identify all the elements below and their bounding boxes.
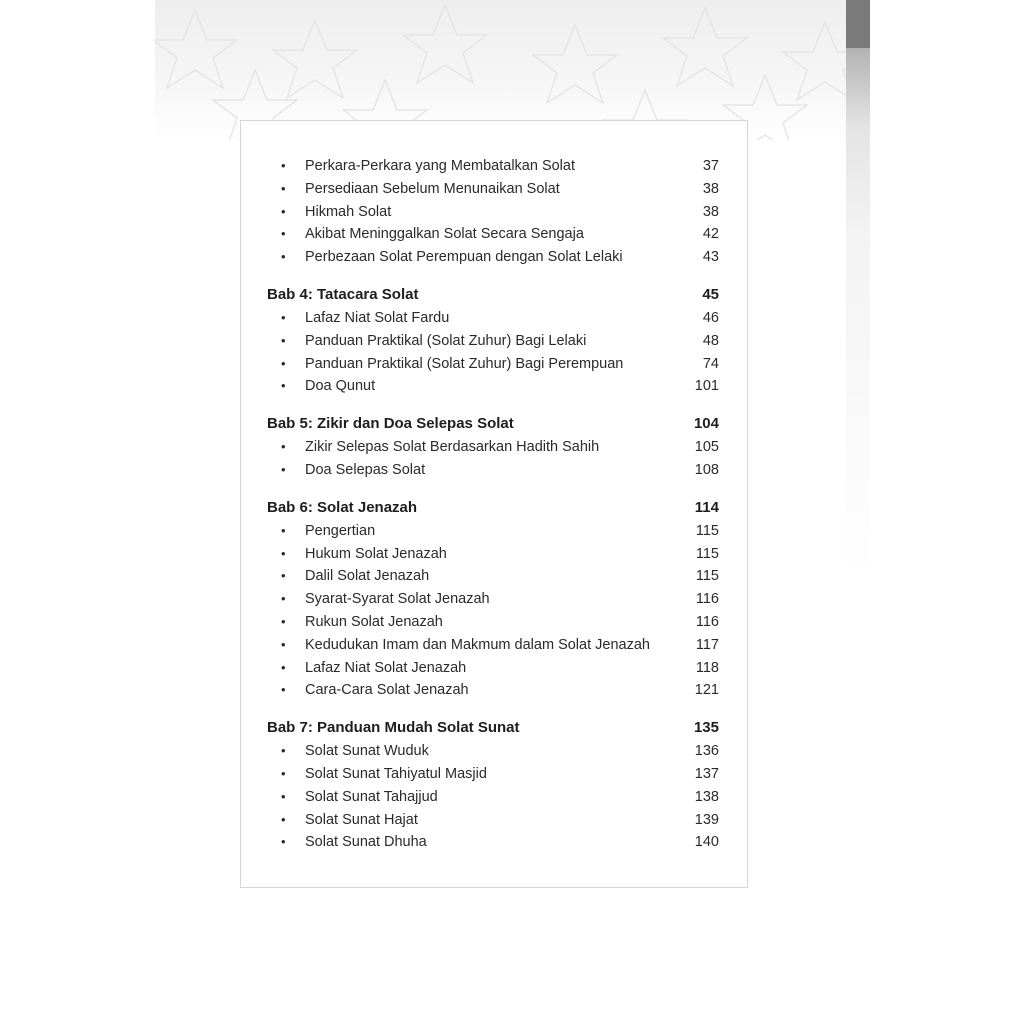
toc-entry-page: 136	[694, 743, 719, 760]
toc-entry[interactable]	[267, 588, 719, 611]
toc-entry[interactable]	[267, 223, 719, 246]
toc-entry-page: 116	[695, 591, 719, 608]
toc-entry-title: Solat Sunat Hajat	[305, 811, 418, 828]
toc-entry-title: Akibat Meninggalkan Solat Secara Sengaja	[305, 226, 584, 243]
toc-entry-title: Perbezaan Solat Perempuan dengan Solat Lelaki	[305, 249, 623, 266]
bullet-icon: •	[281, 461, 286, 477]
toc-entry-page: 138	[694, 788, 719, 805]
bullet-icon: •	[281, 226, 286, 242]
toc-entry-title: Panduan Praktikal (Solat Zuhur) Bagi Lelaki	[305, 332, 587, 349]
bullet-icon: •	[281, 203, 286, 219]
toc-entry[interactable]	[267, 543, 719, 566]
toc-chapter-heading[interactable]	[267, 716, 719, 740]
toc-entry-page: 118	[695, 659, 719, 676]
toc-entry-page: 37	[702, 158, 719, 174]
toc-entry-title: Lafaz Niat Solat Fardu	[305, 309, 450, 326]
toc-entry[interactable]	[267, 611, 719, 634]
toc-entry-title: Persediaan Sebelum Menunaikan Solat	[305, 180, 560, 197]
toc-entry-page: 137	[694, 765, 719, 782]
toc-entry-page: 46	[702, 309, 719, 326]
toc-entry-title: Syarat-Syarat Solat Jenazah	[305, 591, 490, 608]
toc-entry[interactable]	[267, 763, 719, 786]
toc-entry[interactable]	[267, 634, 719, 657]
toc-entry-title: Cara-Cara Solat Jenazah	[305, 682, 469, 699]
toc-entry-page: 139	[694, 811, 719, 828]
toc-entry[interactable]	[267, 155, 719, 178]
toc-entry-title: Perkara-Perkara yang Membatalkan Solat	[305, 158, 575, 174]
bullet-icon: •	[281, 743, 286, 759]
bullet-icon: •	[281, 811, 286, 827]
toc-entry-page: 42	[702, 226, 719, 243]
bullet-icon: •	[281, 522, 286, 538]
star-pattern-icon	[155, 0, 870, 140]
bullet-icon: •	[281, 158, 286, 173]
bullet-icon: •	[281, 788, 286, 804]
toc-entry-page: 116	[695, 613, 719, 630]
bullet-icon: •	[281, 613, 286, 629]
toc-entry-title: Pengertian	[305, 522, 376, 539]
toc-entry-title: Solat Sunat Tahajjud	[305, 788, 438, 805]
toc-entry-page: 115	[695, 568, 719, 585]
bullet-icon: •	[281, 636, 286, 652]
chapter-title: Bab 5: Zikir dan Doa Selepas Solat	[267, 415, 514, 433]
bullet-icon: •	[281, 545, 286, 561]
toc-entry[interactable]	[267, 786, 719, 809]
toc-chapter-heading[interactable]	[267, 283, 719, 307]
chapter-title: Bab 4: Tatacara Solat	[267, 285, 419, 303]
bullet-icon: •	[281, 682, 286, 698]
toc-entry-title: Doa Qunut	[305, 378, 376, 395]
toc-entry[interactable]	[267, 740, 719, 763]
toc-chapter-heading[interactable]	[267, 412, 719, 436]
chapter-page: 114	[694, 498, 719, 516]
toc-entry[interactable]	[267, 436, 719, 459]
toc-entry[interactable]	[267, 330, 719, 353]
toc-entry[interactable]	[267, 831, 719, 854]
bullet-icon: •	[281, 249, 286, 265]
toc-chapter-heading[interactable]	[267, 496, 719, 520]
toc-entry-title: Rukun Solat Jenazah	[305, 613, 443, 630]
toc-entry-page: 115	[695, 522, 719, 539]
bullet-icon: •	[281, 765, 286, 781]
toc-entry-title: Panduan Praktikal (Solat Zuhur) Bagi Perempuan	[305, 355, 624, 372]
chapter-title: Bab 7: Panduan Mudah Solat Sunat	[267, 719, 520, 737]
bullet-icon: •	[281, 332, 286, 348]
chapter-page: 104	[693, 415, 719, 433]
bullet-icon: •	[281, 439, 286, 455]
bullet-icon: •	[281, 355, 286, 371]
toc-entry-page: 101	[694, 378, 719, 395]
bullet-icon: •	[281, 834, 286, 850]
adjacent-page-edge	[846, 0, 870, 580]
toc-entry-page: 48	[702, 332, 719, 349]
toc-entry-title: Doa Selepas Solat	[305, 461, 426, 478]
table-of-contents-box	[240, 120, 748, 888]
toc-entry[interactable]	[267, 520, 719, 543]
toc-entry-page: 115	[695, 545, 719, 562]
bullet-icon: •	[281, 378, 286, 394]
toc-entry-page: 105	[694, 439, 719, 456]
toc-entry-title: Hikmah Solat	[305, 203, 392, 220]
toc-entry-title: Solat Sunat Wuduk	[305, 743, 429, 760]
toc-entry-page: 140	[694, 834, 719, 851]
toc-entry[interactable]	[267, 307, 719, 330]
toc-entry-page: 121	[694, 682, 719, 699]
toc-entry-title: Hukum Solat Jenazah	[305, 545, 447, 562]
toc-entry[interactable]	[267, 657, 719, 680]
toc-entry-page: 108	[694, 461, 719, 478]
chapter-title: Bab 6: Solat Jenazah	[267, 498, 418, 516]
toc-entry[interactable]	[267, 178, 719, 201]
toc-entry-title: Kedudukan Imam dan Makmum dalam Solat Jenazah	[305, 636, 650, 653]
toc-entry-page: 117	[695, 636, 719, 653]
toc-entry[interactable]	[267, 679, 719, 702]
toc-entry[interactable]	[267, 565, 719, 588]
bullet-icon: •	[281, 568, 286, 584]
toc-entry[interactable]	[267, 201, 719, 224]
table-of-contents-list	[267, 155, 719, 854]
toc-entry[interactable]	[267, 459, 719, 482]
bullet-icon: •	[281, 180, 286, 196]
toc-entry-title: Solat Sunat Tahiyatul Masjid	[305, 765, 487, 782]
toc-entry-page: 43	[702, 249, 719, 266]
toc-entry-title: Lafaz Niat Solat Jenazah	[305, 659, 467, 676]
toc-entry-title: Zikir Selepas Solat Berdasarkan Hadith Sahih	[305, 439, 600, 456]
toc-entry[interactable]	[267, 809, 719, 832]
toc-entry-page: 38	[702, 180, 719, 197]
chapter-page: 45	[702, 285, 719, 303]
toc-entry-page: 38	[702, 203, 719, 220]
chapter-page: 135	[693, 719, 719, 737]
toc-entry[interactable]	[267, 375, 719, 398]
toc-entry-title: Solat Sunat Dhuha	[305, 834, 427, 851]
bullet-icon: •	[281, 591, 286, 607]
toc-entry[interactable]	[267, 353, 719, 376]
toc-entry-page: 74	[702, 355, 719, 372]
adjacent-page-dark-corner	[846, 0, 870, 48]
toc-entry-title: Dalil Solat Jenazah	[305, 568, 430, 585]
toc-entry[interactable]	[267, 246, 719, 269]
bullet-icon: •	[281, 659, 286, 675]
bullet-icon: •	[281, 309, 286, 325]
decorative-pattern-band	[155, 0, 870, 140]
